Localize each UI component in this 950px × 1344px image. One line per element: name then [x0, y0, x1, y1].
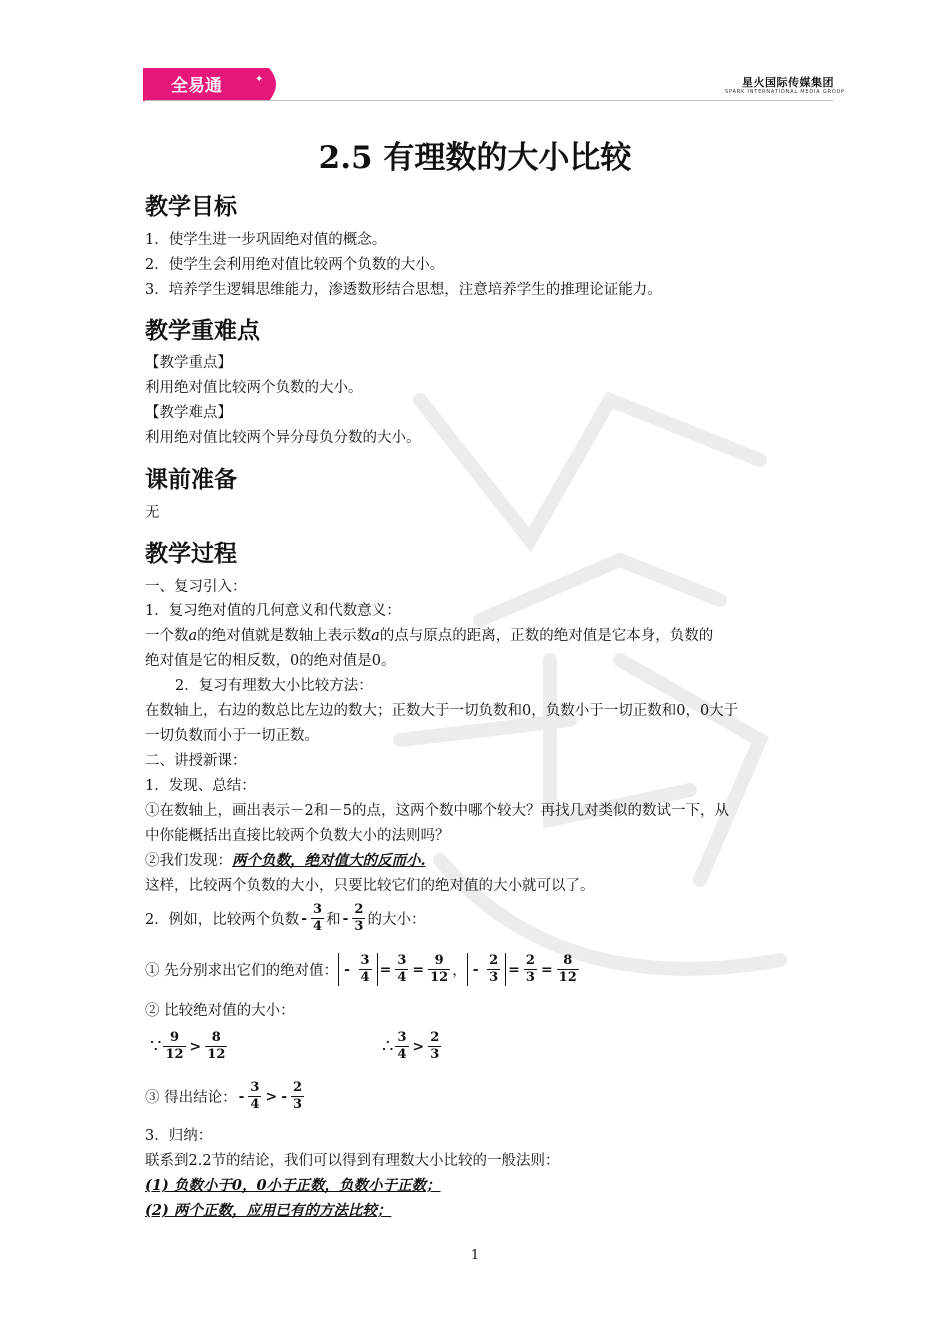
sparkle-icon: ✦ [255, 74, 264, 85]
text-run: 的绝对值就是数轴上表示数 [197, 628, 372, 644]
denominator: 3 [489, 970, 499, 985]
fraction [311, 902, 324, 935]
process-line-5: 2．复习有理数大小比较方法： [175, 678, 373, 694]
therefore-symbol: ∴ [382, 1036, 394, 1057]
rule-2: (2) 两个正数，应用已有的方法比较； [145, 1202, 392, 1219]
process-line-9: 1．发现、总结： [145, 778, 256, 794]
equals-sign: = [508, 961, 520, 978]
rule-1: (1) 负数小于0，0小于正数，负数小于正数； [145, 1177, 441, 1194]
numerator: 3 [360, 953, 370, 968]
fraction [248, 1080, 261, 1113]
preparation-text: 无 [145, 505, 160, 521]
header-divider [145, 100, 833, 101]
minus-sign: - [301, 910, 308, 927]
numerator: 2 [354, 902, 364, 917]
greater-than: > [265, 1088, 278, 1105]
process-line-4: 绝对值是它的相反数，0的绝对值是0。 [145, 653, 396, 669]
denominator: 3 [525, 970, 535, 985]
rule-negative-compare: 两个负数，绝对值大的反而小. [232, 852, 426, 869]
logo-text: 全易通 [171, 76, 222, 96]
objective-item-1: 1．使学生进一步巩固绝对值的概念。 [145, 232, 387, 248]
numerator: 3 [313, 902, 323, 917]
process-line-2: 1．复习绝对值的几何意义和代数意义： [145, 603, 401, 619]
fraction [428, 1030, 441, 1063]
heading-objectives: 教学目标 [145, 194, 237, 220]
process-line-14: 3．归纳： [145, 1128, 213, 1144]
text-run: ③ 得出结论： [145, 1090, 237, 1106]
process-line-6: 在数轴上，右边的数总比左边的数大；正数大于一切负数和0，负数小于一切正数和0，0大于 [145, 703, 739, 719]
fraction [487, 953, 500, 986]
denominator: 3 [430, 1047, 440, 1062]
absolute-value [467, 953, 506, 986]
minus-sign: - [344, 961, 350, 978]
denominator: 4 [313, 919, 323, 934]
denominator: 4 [360, 970, 370, 985]
process-line-3 [145, 624, 815, 648]
focus-text: 利用绝对值比较两个负数的大小。 [145, 380, 363, 396]
step-1-row [145, 953, 581, 986]
fraction [352, 902, 365, 935]
process-line-15: 联系到2.2节的结论，我们可以得到有理数大小比较的一般法则： [145, 1153, 560, 1169]
publisher-name: 星火国际传媒集团 [742, 76, 834, 89]
process-line-11: 中你能概括出直接比较两个负数大小的法则吗？ [145, 828, 450, 844]
heading-process: 教学过程 [145, 541, 237, 567]
denominator: 3 [293, 1097, 303, 1112]
text-run: 的点与原点的距离，正数的绝对值是它本身，负数的 [379, 628, 714, 644]
minus-sign: - [342, 910, 349, 927]
heading-preparation: 课前准备 [145, 467, 237, 493]
denominator: 12 [165, 1047, 184, 1062]
variable-a: a [188, 628, 198, 644]
fraction [524, 953, 537, 986]
numerator: 2 [430, 1030, 440, 1045]
process-line-13: 这样，比较两个负数的大小，只要比较它们的绝对值的大小就可以了。 [145, 878, 595, 894]
numerator: 9 [434, 953, 444, 968]
equals-sign: = [540, 961, 553, 978]
fraction [163, 1030, 185, 1063]
because-symbol: ∵ [150, 1036, 162, 1057]
objective-item-2: 2．使学生会利用绝对值比较两个负数的大小。 [145, 257, 445, 273]
text-run: 和 [326, 912, 341, 928]
fraction [205, 1030, 227, 1063]
denominator: 12 [430, 970, 449, 985]
greater-than: > [189, 1038, 202, 1055]
numerator: 9 [169, 1030, 180, 1045]
numerator: 8 [211, 1030, 221, 1045]
variable-a: a [371, 628, 380, 644]
comma: ， [452, 963, 467, 979]
numerator: 8 [563, 953, 573, 968]
numerator: 2 [525, 953, 535, 968]
example-row [145, 902, 425, 935]
numerator: 3 [397, 1030, 407, 1045]
brand-logo [143, 68, 283, 101]
objective-item-3: 3．培养学生逻辑思维能力，渗透数形结合思想，注意培养学生的推理论证能力。 [145, 282, 662, 298]
process-line-7: 一切负数而小于一切正数。 [145, 728, 319, 744]
difficulty-text: 利用绝对值比较两个异分母负分数的大小。 [145, 430, 421, 446]
numerator: 2 [293, 1080, 303, 1095]
equals-sign: = [412, 961, 425, 978]
focus-label: 【教学重点】 [145, 355, 232, 371]
denominator: 4 [397, 970, 407, 985]
fraction [557, 953, 579, 986]
numerator: 3 [397, 953, 407, 968]
process-line-8: 二、讲授新课： [145, 753, 247, 769]
denominator: 12 [558, 970, 577, 985]
compare-row-left [150, 1030, 229, 1063]
text-run: 的大小： [367, 912, 426, 928]
greater-than: > [412, 1038, 425, 1055]
equals-sign: = [379, 961, 392, 978]
fraction [359, 953, 372, 986]
difficulty-label: 【教学难点】 [145, 405, 232, 421]
publisher-subtitle: SPARK INTERNATIONAL MEDIA GROUP [725, 89, 845, 95]
minus-sign: - [281, 1088, 288, 1105]
numerator: 2 [489, 953, 499, 968]
denominator: 3 [354, 919, 364, 934]
process-line-10: ①在数轴上，画出表示－2和－5的点，这两个数中哪个较大？再找几对类似的数试一下，从 [145, 803, 729, 819]
denominator: 12 [207, 1047, 226, 1062]
fraction [291, 1080, 304, 1113]
text-run: 2．例如，比较两个负数 [145, 912, 300, 928]
page-number: 1 [470, 1248, 480, 1263]
text-run: ① 先分别求出它们的绝对值： [145, 963, 339, 979]
text-run: 一个数 [145, 628, 189, 644]
process-line-12 [145, 849, 815, 873]
text-run: ②我们发现： [145, 853, 232, 869]
heading-key-points: 教学重难点 [145, 318, 260, 344]
fraction [395, 1030, 408, 1063]
step-2-text: ② 比较绝对值的大小： [145, 1003, 295, 1019]
numerator: 3 [250, 1080, 260, 1095]
minus-sign: - [238, 1088, 245, 1105]
page-title: 2.5 有理数的大小比较 [318, 140, 632, 176]
process-line-1: 一、复习引入： [145, 579, 247, 595]
denominator: 4 [397, 1047, 407, 1062]
minus-sign: - [472, 961, 479, 978]
compare-row-right [382, 1030, 443, 1063]
step-3-row [145, 1080, 306, 1113]
fraction [428, 953, 450, 986]
absolute-value [338, 953, 377, 986]
denominator: 4 [250, 1097, 260, 1112]
fraction [395, 953, 408, 986]
